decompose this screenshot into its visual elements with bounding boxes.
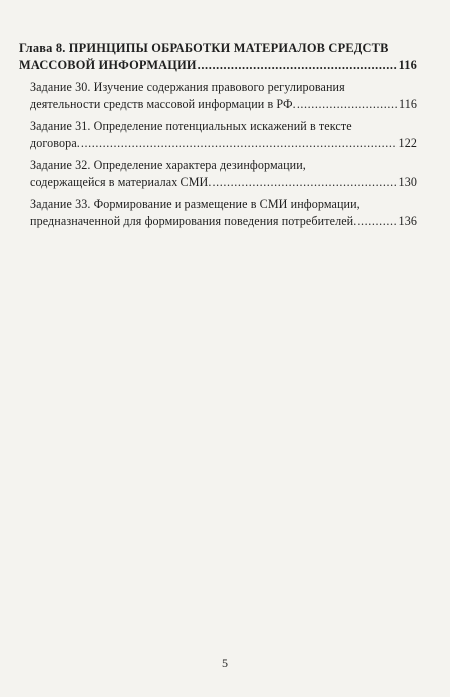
task-page-number: 116 — [399, 97, 417, 111]
dot-leader — [357, 213, 396, 230]
task-title-line-1 — [30, 79, 417, 96]
task-title-line-2 — [30, 96, 417, 113]
task-title-text: Задание 33. Формирование и размещение в СМИ информации, — [30, 197, 360, 211]
toc-task-32 — [30, 157, 417, 191]
task-title-line-1 — [30, 157, 417, 174]
task-title-line-1 — [30, 118, 417, 135]
toc-chapter-8 — [19, 40, 417, 74]
task-title-line-2 — [30, 135, 417, 152]
page-number: 5 — [222, 656, 228, 670]
task-title-text: Задание 30. Изучение содержания правового регулирования — [30, 80, 345, 94]
task-title-text: договора. — [30, 136, 80, 150]
task-title-text: Задание 32. Определение характера дезинформации, — [30, 158, 306, 172]
chapter-page-number: 116 — [398, 58, 417, 72]
chapter-title-text: Глава 8. ПРИНЦИПЫ ОБРАБОТКИ МАТЕРИАЛОВ СРЕДСТВ — [19, 41, 389, 55]
dot-leader — [213, 174, 397, 191]
task-title-text: предназначенной для формирования поведения потребителей. — [30, 214, 357, 228]
chapter-title-line-2 — [19, 57, 417, 74]
task-title-line-2 — [30, 213, 417, 230]
task-page-number: 130 — [398, 175, 417, 189]
task-page-number: 136 — [398, 214, 417, 228]
dot-leader — [297, 96, 397, 113]
task-title-line-2 — [30, 174, 417, 191]
chapter-title-text: МАССОВОЙ ИНФОРМАЦИИ — [19, 58, 197, 72]
dot-leader — [198, 57, 397, 74]
dot-leader — [81, 135, 397, 152]
toc-task-31 — [30, 118, 417, 152]
toc-task-30 — [30, 79, 417, 113]
table-of-contents — [19, 40, 417, 230]
task-title-line-1 — [30, 196, 417, 213]
chapter-title-line-1 — [19, 40, 417, 57]
toc-task-33 — [30, 196, 417, 230]
task-title-text: Задание 31. Определение потенциальных искажений в тексте — [30, 119, 352, 133]
task-title-text: деятельности средств массовой информации в РФ. — [30, 97, 296, 111]
task-page-number: 122 — [398, 136, 417, 150]
task-title-text: содержащейся в материалах СМИ. — [30, 175, 212, 189]
